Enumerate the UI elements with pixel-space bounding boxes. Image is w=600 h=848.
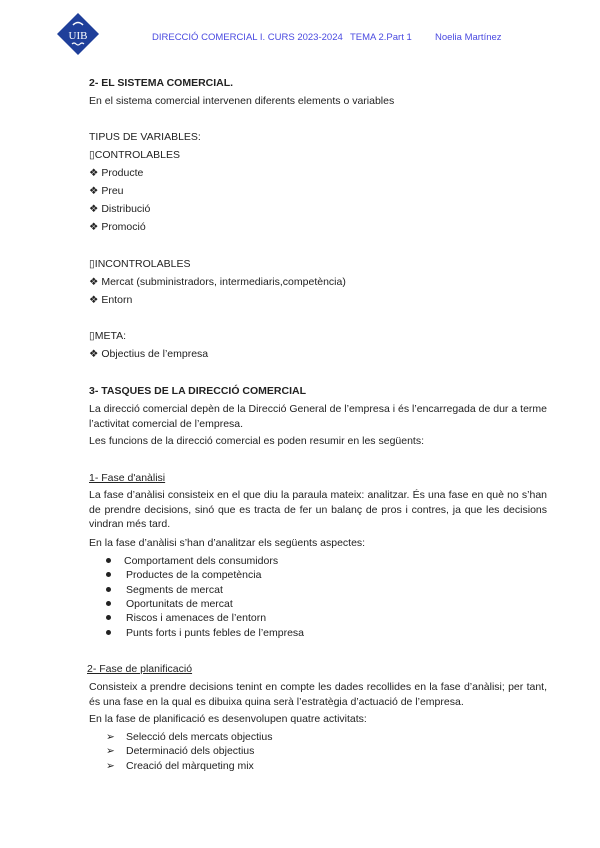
phase-2-title: 2- Fase de planificació: [87, 663, 193, 675]
list-item: Productes de la competència: [126, 569, 262, 581]
phase-1-intro: En la fase d’anàlisi s’han d’analitzar els següents aspectes:: [89, 537, 366, 549]
list-item: Riscos i amenaces de l’entorn: [126, 612, 267, 624]
list-item: Punts forts i punts febles de l’empresa: [126, 627, 305, 639]
bullet-icon: [106, 558, 111, 563]
bullet-icon: [106, 572, 111, 577]
header-course: DIRECCIÓ COMERCIAL I. CURS 2023-2024: [152, 32, 343, 43]
uib-logo: [57, 13, 99, 55]
list-item: Comportament dels consumidors: [124, 555, 279, 567]
arrow-icon: ➢: [106, 745, 115, 757]
section-2-title: 2- EL SISTEMA COMERCIAL.: [89, 77, 234, 89]
bullet-icon: [106, 615, 111, 620]
list-item: ❖ Objectius de l’empresa: [89, 348, 209, 360]
section-3-functions-intro: Les funcions de la direcció comercial es poden resumir en les següents:: [89, 435, 425, 447]
header-topic: TEMA 2.Part 1: [350, 32, 412, 43]
arrow-icon: ➢: [106, 760, 115, 772]
controlables-heading: ▯CONTROLABLES: [89, 149, 180, 161]
bullet-icon: [106, 630, 111, 635]
phase-2-paragraph: Consisteix a prendre decisions tenint en compte les dades recollides en la fase d’anàlisi; per tant, és una fase en la qual es dibuixa quina serà l’estratègia d’actuació de l’empresa.: [89, 681, 547, 708]
section-2-intro: En el sistema comercial intervenen diferents elements o variables: [89, 95, 395, 107]
list-item: Determinació dels objectius: [126, 745, 255, 757]
list-item: ❖ Distribució: [89, 203, 151, 215]
bullet-icon: [106, 587, 111, 592]
section-3-paragraph: La direcció comercial depèn de la Direcció General de l’empresa i és l’encarregada de dur a terme l’activitat comercial de l’empresa.: [89, 403, 547, 430]
meta-heading: ▯META:: [89, 330, 127, 342]
list-item: Oportunitats de mercat: [126, 598, 233, 610]
list-item: ❖ Producte: [89, 167, 144, 179]
header-author: Noelia Martínez: [435, 32, 502, 43]
list-item: ❖ Entorn: [89, 294, 133, 306]
svg-text:UIB: UIB: [68, 30, 88, 42]
variable-types-label: TIPUS DE VARIABLES:: [89, 131, 201, 143]
list-item: Selecció dels mercats objectius: [126, 731, 273, 743]
phase-1-title: 1- Fase d'anàlisi: [89, 472, 166, 484]
bullet-icon: [106, 601, 111, 606]
list-item: ❖ Promoció: [89, 221, 146, 233]
list-item: Creació del màrqueting mix: [126, 760, 254, 772]
section-3-title: 3- TASQUES DE LA DIRECCIÓ COMERCIAL: [89, 385, 307, 397]
list-item: ❖ Mercat (subministradors, intermediaris,competència): [89, 276, 346, 288]
phase-1-paragraph: La fase d’anàlisi consisteix en el que diu la paraula mateix: analitzar. És una fase en què no s’han de prendre decisions, sinó que es tracta de fer un balanç de pros i contres, ja que les decisions vindran més tard.: [89, 489, 547, 530]
incontrolables-heading: ▯INCONTROLABLES: [89, 258, 191, 270]
list-item: Segments de mercat: [126, 584, 223, 596]
phase-2-intro: En la fase de planificació es desenvolupen quatre activitats:: [89, 713, 367, 725]
list-item: ❖ Preu: [89, 185, 124, 197]
arrow-icon: ➢: [106, 731, 115, 743]
